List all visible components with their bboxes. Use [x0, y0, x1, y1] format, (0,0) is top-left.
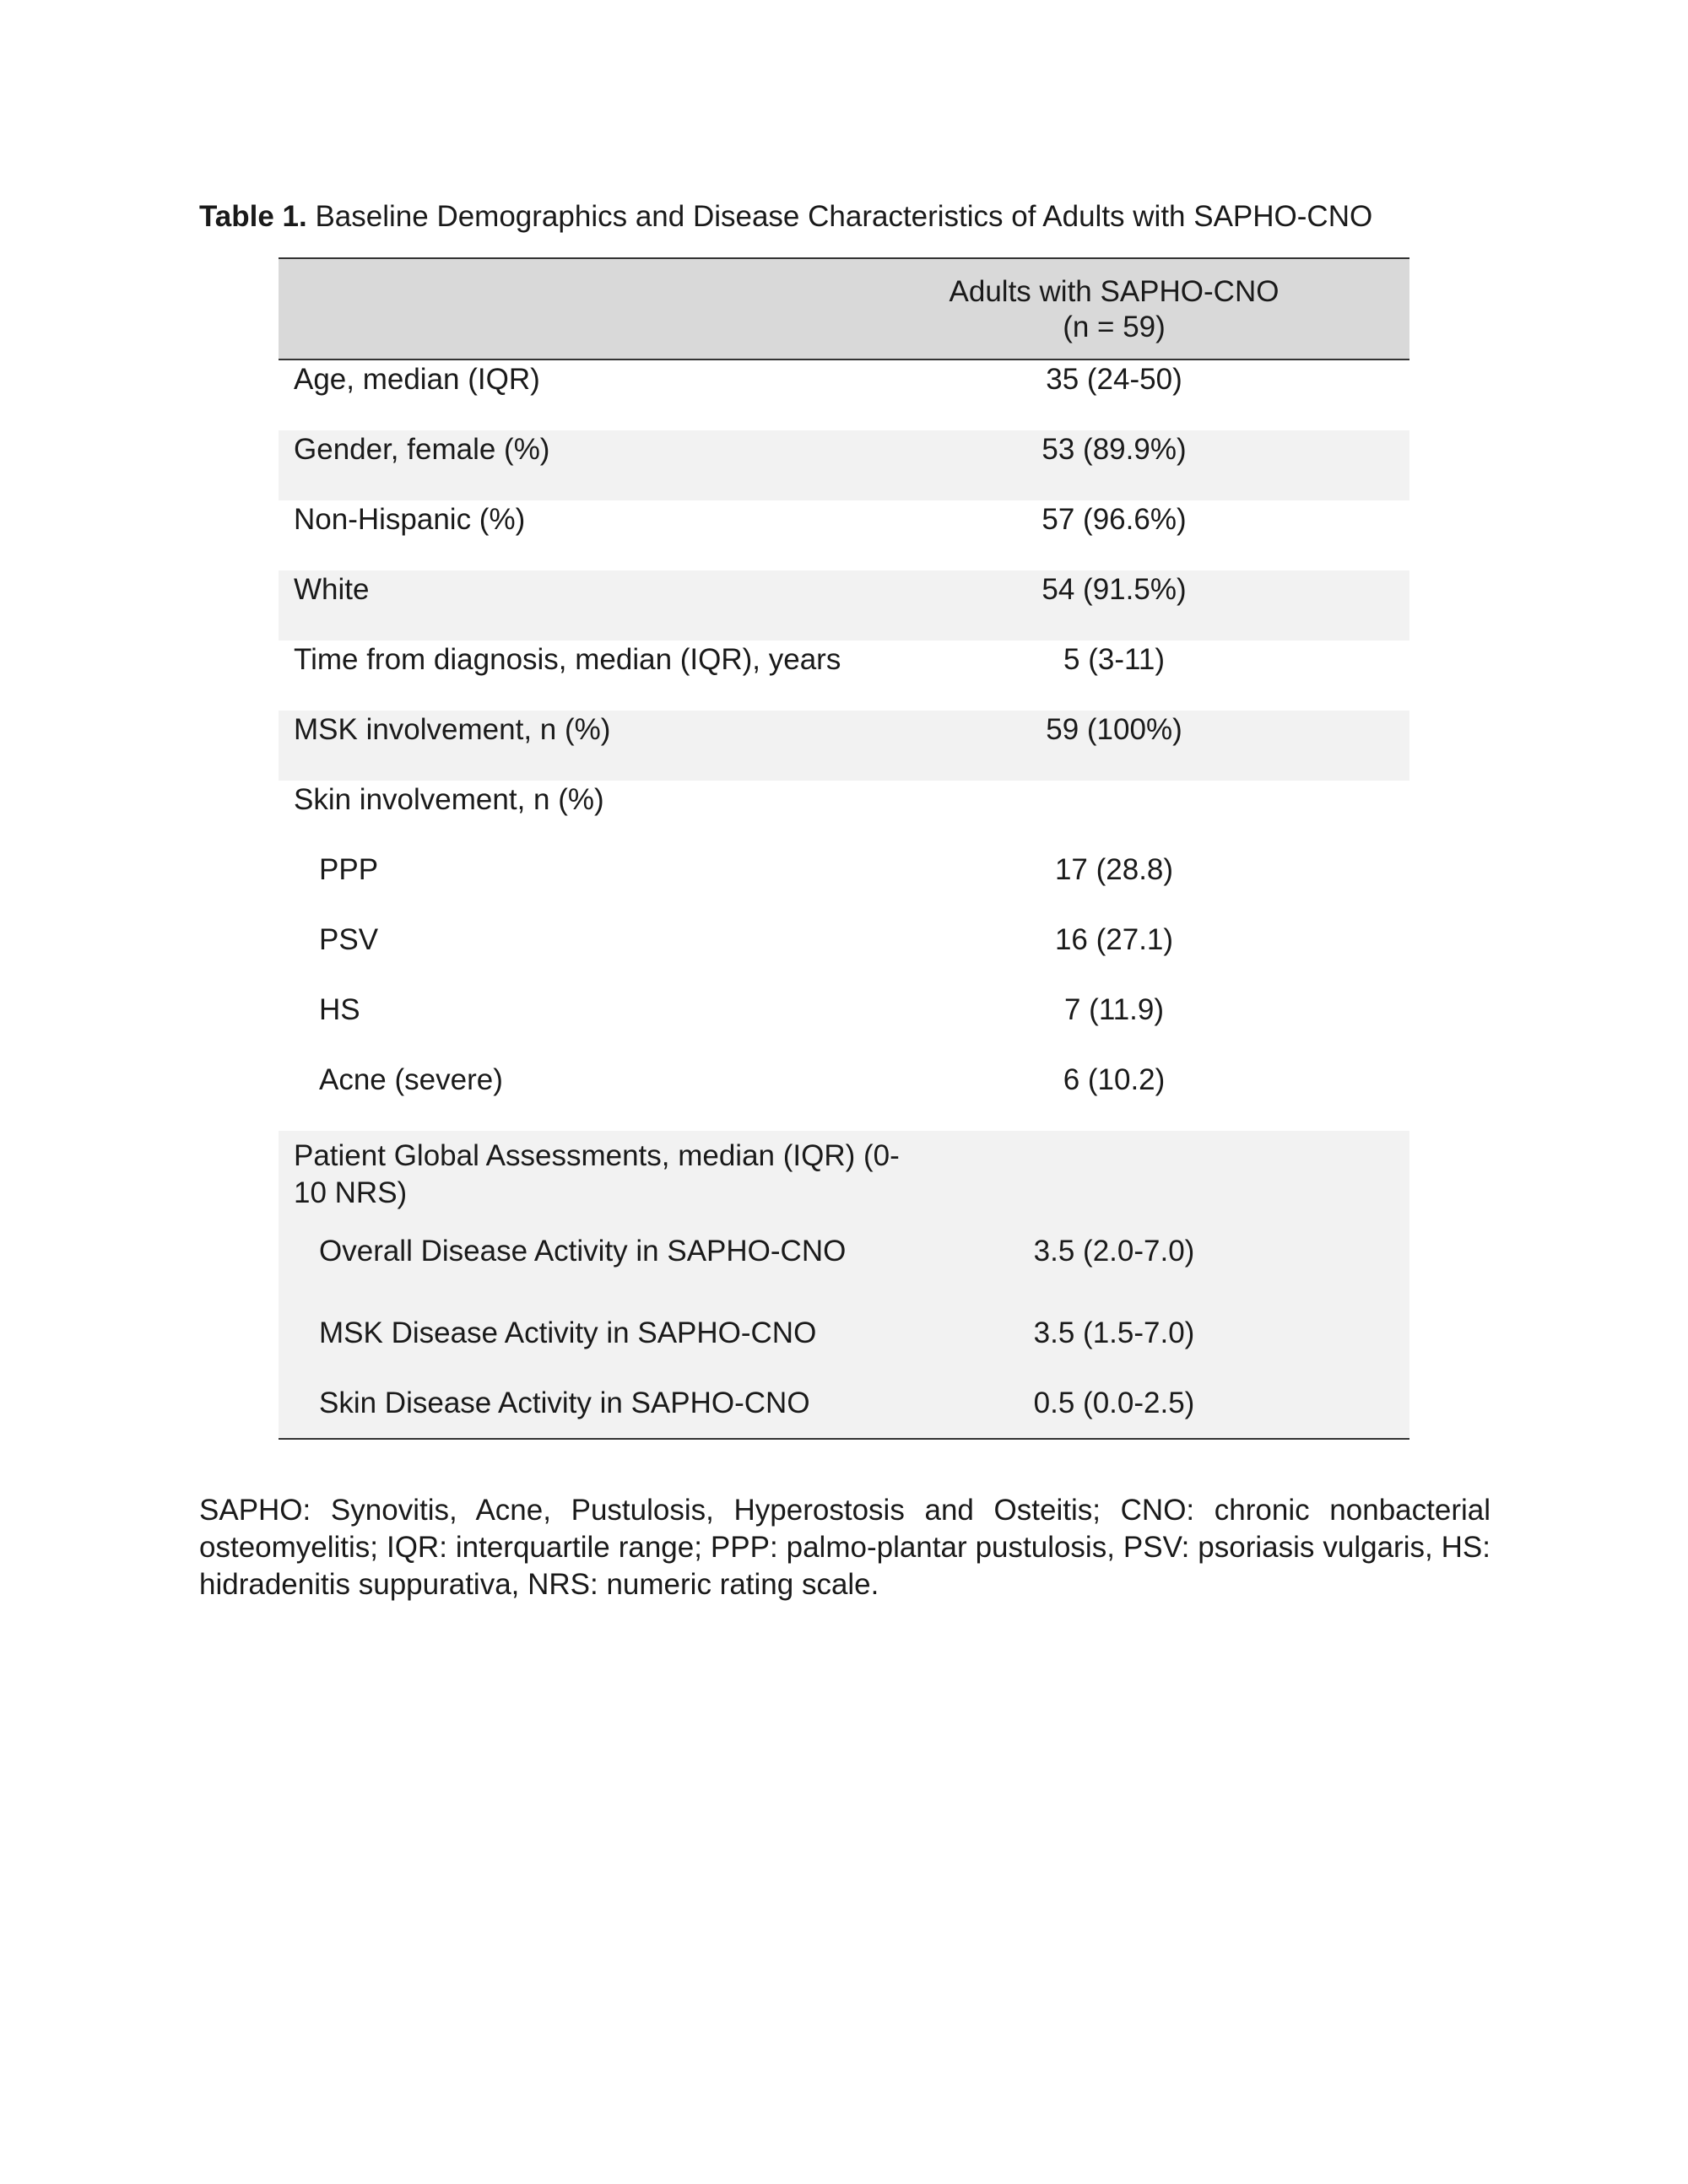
table-caption-text: Baseline Demographics and Disease Characteristics of Adults with SAPHO-CNO — [306, 200, 1373, 233]
table-header — [279, 259, 1409, 360]
row-label: Age, median (IQR) — [294, 363, 540, 396]
table-row — [279, 851, 1409, 921]
table-caption-label: Table 1. — [199, 200, 307, 233]
row-label: Acne (severe) — [319, 1063, 503, 1096]
row-value: 16 (27.1) — [1054, 923, 1174, 956]
row-label: HS — [319, 993, 360, 1026]
row-label: Overall Disease Activity in SAPHO-CNO — [319, 1235, 847, 1268]
patient-global-assessment-group — [279, 1131, 1409, 1438]
table-row — [279, 1232, 1409, 1314]
row-value: 53 (89.9%) — [1041, 433, 1187, 466]
row-label: Time from diagnosis, median (IQR), years — [294, 643, 841, 676]
row-value: 3.5 (1.5-7.0) — [1033, 1316, 1195, 1349]
table-row — [279, 781, 1409, 851]
row-label: MSK involvement, n (%) — [294, 713, 611, 746]
row-value: 35 (24-50) — [1046, 363, 1182, 396]
row-label: MSK Disease Activity in SAPHO-CNO — [319, 1316, 817, 1349]
table-row — [279, 1061, 1409, 1131]
row-value: 3.5 (2.0-7.0) — [1033, 1235, 1195, 1268]
row-label: PPP — [319, 853, 379, 886]
row-label: Gender, female (%) — [294, 433, 550, 466]
row-value: 59 (100%) — [1046, 713, 1182, 746]
row-label: Non-Hispanic (%) — [294, 503, 526, 536]
table-row — [279, 641, 1409, 711]
table-row — [279, 1131, 1409, 1232]
row-label: Skin involvement, n (%) — [294, 783, 604, 816]
row-value: 0.5 (0.0-2.5) — [1033, 1387, 1195, 1419]
table-footnote: SAPHO: Synovitis, Acne, Pustulosis, Hyperostosis and Osteitis; CNO: chronic nonbacterial osteomyelitis; IQR: interquartile range; PPP: palmo-plantar pustulosis, PSV: psoriasis vulgaris, HS: hidradenitis suppurativa, NRS: numeric rating scale. — [199, 1494, 1491, 1601]
row-value: 57 (96.6%) — [1041, 503, 1187, 536]
row-label: White — [294, 573, 370, 606]
row-label: Skin Disease Activity in SAPHO-CNO — [319, 1387, 810, 1419]
demographics-table — [279, 257, 1409, 1440]
table-row — [279, 1314, 1409, 1384]
table-row — [279, 500, 1409, 570]
row-value: 6 (10.2) — [1063, 1063, 1166, 1096]
row-value: 17 (28.8) — [1054, 853, 1174, 886]
table-row — [279, 430, 1409, 500]
row-label: PSV — [319, 923, 379, 956]
table-row — [279, 711, 1409, 781]
table-row — [279, 921, 1409, 991]
table-row — [279, 570, 1409, 641]
table-caption — [199, 197, 1372, 236]
table-row — [279, 360, 1409, 430]
column-header-title: Adults with SAPHO-CNO — [949, 275, 1280, 308]
column-header-count: (n = 59) — [1063, 311, 1166, 343]
row-label: Patient Global Assessments, median (IQR) (0-10 NRS) — [294, 1139, 900, 1209]
column-header — [895, 274, 1334, 345]
table-row — [279, 991, 1409, 1061]
row-value: 7 (11.9) — [1063, 993, 1165, 1026]
row-value: 5 (3-11) — [1063, 643, 1165, 676]
table-row — [279, 1384, 1409, 1438]
row-value: 54 (91.5%) — [1041, 573, 1187, 606]
